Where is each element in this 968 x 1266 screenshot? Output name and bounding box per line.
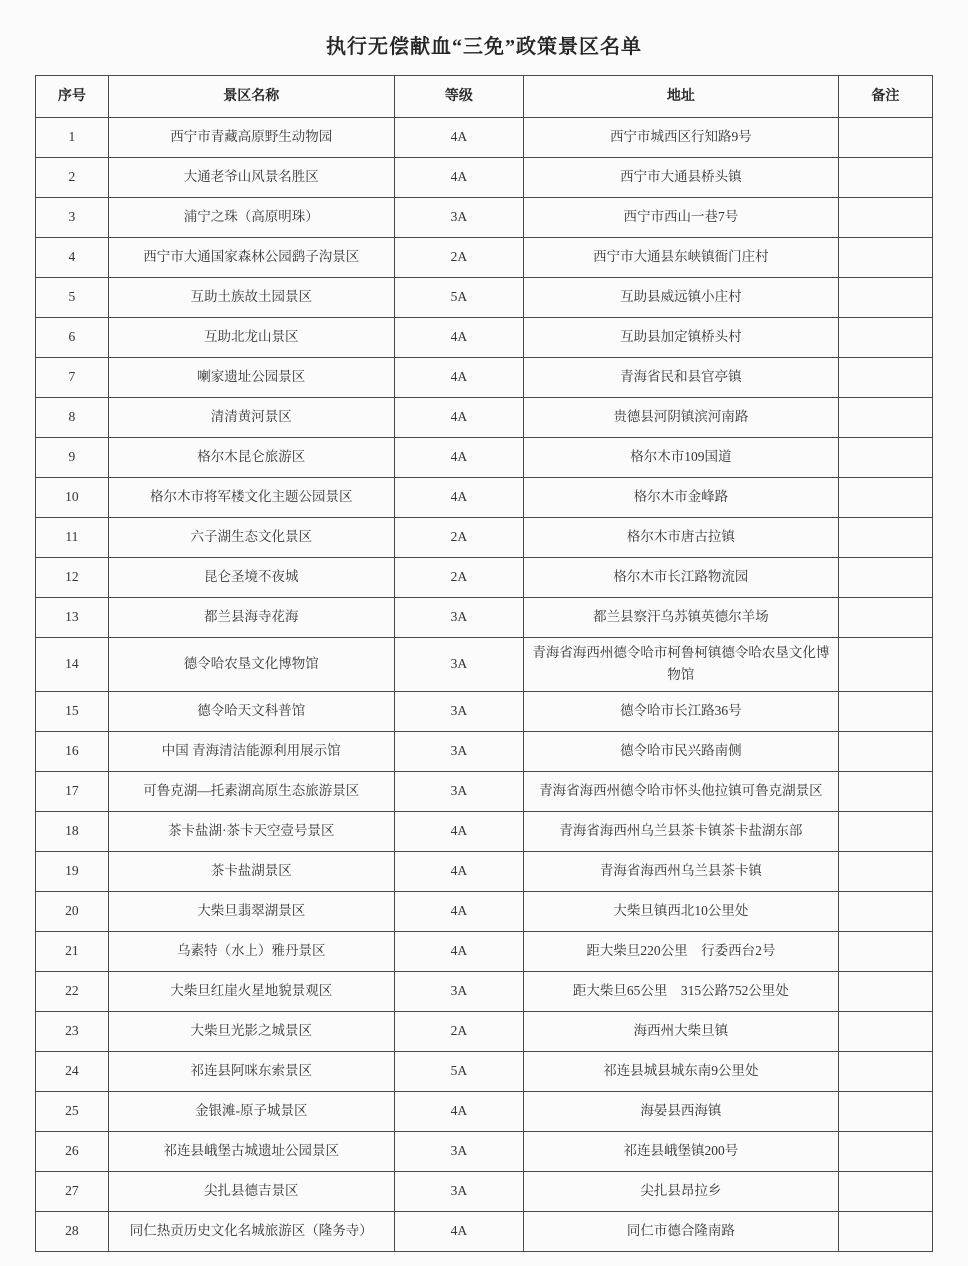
cell-no: 3: [36, 198, 109, 238]
cell-remark: [838, 118, 932, 158]
cell-remark: [838, 691, 932, 731]
cell-name: 大柴旦光影之城景区: [108, 1011, 394, 1051]
table-row: [36, 1051, 933, 1091]
cell-remark: [838, 278, 932, 318]
cell-no: 17: [36, 771, 109, 811]
cell-address: 青海省海西州乌兰县茶卡镇茶卡盐湖东部: [523, 811, 838, 851]
cell-no: 9: [36, 438, 109, 478]
cell-grade: 4A: [394, 438, 523, 478]
cell-grade: 2A: [394, 558, 523, 598]
cell-address: 格尔木市金峰路: [523, 478, 838, 518]
cell-remark: [838, 398, 932, 438]
header-cell-remark: 备注: [838, 76, 932, 118]
cell-name: 格尔木市将军楼文化主题公园景区: [108, 478, 394, 518]
cell-no: 13: [36, 598, 109, 638]
cell-name: 尖扎县德吉景区: [108, 1171, 394, 1211]
table-header-row: [36, 76, 933, 118]
cell-no: 16: [36, 731, 109, 771]
cell-address: 西宁市城西区行知路9号: [523, 118, 838, 158]
cell-remark: [838, 238, 932, 278]
cell-grade: 2A: [394, 518, 523, 558]
cell-grade: 4A: [394, 118, 523, 158]
cell-name: 金银滩-原子城景区: [108, 1091, 394, 1131]
table-row: [36, 1011, 933, 1051]
cell-address: 海西州大柴旦镇: [523, 1011, 838, 1051]
cell-remark: [838, 358, 932, 398]
cell-no: 19: [36, 851, 109, 891]
cell-name: 清清黄河景区: [108, 398, 394, 438]
cell-no: 27: [36, 1171, 109, 1211]
cell-remark: [838, 478, 932, 518]
table-row: [36, 158, 933, 198]
cell-no: 20: [36, 891, 109, 931]
table-row: [36, 518, 933, 558]
table-row: [36, 1171, 933, 1211]
cell-name: 浦宁之珠（高原明珠）: [108, 198, 394, 238]
cell-remark: [838, 1011, 932, 1051]
cell-grade: 5A: [394, 278, 523, 318]
page-title: 执行无偿献血“三免”政策景区名单: [326, 36, 642, 58]
table-row: [36, 358, 933, 398]
cell-grade: 4A: [394, 1211, 523, 1251]
cell-no: 21: [36, 931, 109, 971]
cell-address: 格尔木市唐古拉镇: [523, 518, 838, 558]
cell-grade: 4A: [394, 318, 523, 358]
table-row: [36, 811, 933, 851]
cell-address: 大柴旦镇西北10公里处: [523, 891, 838, 931]
table-body: [36, 118, 933, 1252]
cell-address: 格尔木市109国道: [523, 438, 838, 478]
cell-name: 大通老爷山风景名胜区: [108, 158, 394, 198]
cell-address: 尖扎县昂拉乡: [523, 1171, 838, 1211]
cell-name: 昆仑圣境不夜城: [108, 558, 394, 598]
table-header: [36, 76, 933, 118]
table-row: [36, 691, 933, 731]
cell-no: 14: [36, 638, 109, 692]
table-row: [36, 238, 933, 278]
cell-no: 26: [36, 1131, 109, 1171]
cell-grade: 4A: [394, 158, 523, 198]
cell-no: 22: [36, 971, 109, 1011]
table-row: [36, 438, 933, 478]
table-row: [36, 851, 933, 891]
cell-grade: 4A: [394, 358, 523, 398]
cell-no: 25: [36, 1091, 109, 1131]
cell-name: 茶卡盐湖景区: [108, 851, 394, 891]
header-cell-address: 地址: [523, 76, 838, 118]
table-row: [36, 771, 933, 811]
cell-address: 德令哈市民兴路南侧: [523, 731, 838, 771]
cell-name: 祁连县峨堡古城遗址公园景区: [108, 1131, 394, 1171]
cell-address: 西宁市大通县东峡镇衙门庄村: [523, 238, 838, 278]
cell-grade: 3A: [394, 971, 523, 1011]
cell-address: 西宁市西山一巷7号: [523, 198, 838, 238]
cell-no: 24: [36, 1051, 109, 1091]
cell-remark: [838, 931, 932, 971]
cell-address: 互助县威远镇小庄村: [523, 278, 838, 318]
cell-address: 海晏县西海镇: [523, 1091, 838, 1131]
cell-name: 茶卡盐湖·茶卡天空壹号景区: [108, 811, 394, 851]
cell-grade: 2A: [394, 1011, 523, 1051]
cell-remark: [838, 971, 932, 1011]
cell-no: 1: [36, 118, 109, 158]
cell-no: 11: [36, 518, 109, 558]
cell-name: 格尔木昆仑旅游区: [108, 438, 394, 478]
table-row: [36, 118, 933, 158]
cell-name: 西宁市青藏高原野生动物园: [108, 118, 394, 158]
cell-name: 乌素特（水上）雅丹景区: [108, 931, 394, 971]
cell-remark: [838, 731, 932, 771]
cell-remark: [838, 318, 932, 358]
cell-grade: 4A: [394, 478, 523, 518]
cell-grade: 4A: [394, 851, 523, 891]
cell-name: 祁连县阿咪东索景区: [108, 1051, 394, 1091]
cell-no: 7: [36, 358, 109, 398]
cell-remark: [838, 438, 932, 478]
cell-name: 西宁市大通国家森林公园鹞子沟景区: [108, 238, 394, 278]
cell-remark: [838, 1131, 932, 1171]
table-row: [36, 598, 933, 638]
cell-name: 大柴旦红崖火星地貌景观区: [108, 971, 394, 1011]
cell-address: 青海省海西州德令哈市怀头他拉镇可鲁克湖景区: [523, 771, 838, 811]
cell-no: 6: [36, 318, 109, 358]
cell-remark: [838, 638, 932, 692]
cell-name: 中国 青海清洁能源利用展示馆: [108, 731, 394, 771]
cell-grade: 4A: [394, 398, 523, 438]
table-row: [36, 1211, 933, 1251]
table-row: [36, 198, 933, 238]
cell-grade: 4A: [394, 931, 523, 971]
header-cell-no: 序号: [36, 76, 109, 118]
cell-grade: 3A: [394, 1171, 523, 1211]
table-row: [36, 558, 933, 598]
cell-remark: [838, 558, 932, 598]
table-row: [36, 731, 933, 771]
cell-remark: [838, 198, 932, 238]
cell-name: 德令哈天文科普馆: [108, 691, 394, 731]
header-cell-name: 景区名称: [108, 76, 394, 118]
cell-no: 4: [36, 238, 109, 278]
cell-grade: 4A: [394, 891, 523, 931]
table-row: [36, 638, 933, 692]
table-row: [36, 931, 933, 971]
cell-address: 西宁市大通县桥头镇: [523, 158, 838, 198]
cell-address: 青海省民和县官亭镇: [523, 358, 838, 398]
cell-grade: 3A: [394, 731, 523, 771]
cell-name: 德令哈农垦文化博物馆: [108, 638, 394, 692]
cell-name: 同仁热贡历史文化名城旅游区（隆务寺）: [108, 1211, 394, 1251]
table-row: [36, 318, 933, 358]
cell-remark: [838, 1091, 932, 1131]
cell-address: 距大柴旦65公里 315公路752公里处: [523, 971, 838, 1011]
cell-remark: [838, 598, 932, 638]
cell-address: 距大柴旦220公里 行委西台2号: [523, 931, 838, 971]
table-row: [36, 891, 933, 931]
cell-remark: [838, 1051, 932, 1091]
cell-no: 12: [36, 558, 109, 598]
cell-remark: [838, 1211, 932, 1251]
cell-no: 15: [36, 691, 109, 731]
cell-name: 喇家遗址公园景区: [108, 358, 394, 398]
cell-no: 28: [36, 1211, 109, 1251]
cell-remark: [838, 771, 932, 811]
cell-grade: 2A: [394, 238, 523, 278]
cell-name: 六子湖生态文化景区: [108, 518, 394, 558]
cell-name: 都兰县海寺花海: [108, 598, 394, 638]
cell-address: 都兰县察汗乌苏镇英德尔羊场: [523, 598, 838, 638]
cell-grade: 3A: [394, 198, 523, 238]
header-cell-grade: 等级: [394, 76, 523, 118]
cell-remark: [838, 1171, 932, 1211]
cell-name: 互助北龙山景区: [108, 318, 394, 358]
cell-remark: [838, 811, 932, 851]
scenic-area-table: [35, 75, 933, 1252]
cell-name: 大柴旦翡翠湖景区: [108, 891, 394, 931]
cell-address: 同仁市德合隆南路: [523, 1211, 838, 1251]
cell-address: 祁连县峨堡镇200号: [523, 1131, 838, 1171]
cell-grade: 4A: [394, 1091, 523, 1131]
table-row: [36, 971, 933, 1011]
cell-address: 祁连县城县城东南9公里处: [523, 1051, 838, 1091]
cell-grade: 4A: [394, 811, 523, 851]
cell-no: 23: [36, 1011, 109, 1051]
cell-address: 贵德县河阴镇滨河南路: [523, 398, 838, 438]
cell-remark: [838, 891, 932, 931]
cell-no: 18: [36, 811, 109, 851]
cell-no: 8: [36, 398, 109, 438]
cell-grade: 3A: [394, 638, 523, 692]
cell-remark: [838, 851, 932, 891]
cell-no: 2: [36, 158, 109, 198]
table-row: [36, 478, 933, 518]
table-row: [36, 1091, 933, 1131]
cell-no: 5: [36, 278, 109, 318]
cell-grade: 3A: [394, 691, 523, 731]
cell-remark: [838, 518, 932, 558]
cell-name: 互助土族故土园景区: [108, 278, 394, 318]
cell-grade: 3A: [394, 598, 523, 638]
cell-address: 青海省海西州德令哈市柯鲁柯镇德令哈农垦文化博物馆: [523, 638, 838, 692]
table-row: [36, 278, 933, 318]
cell-remark: [838, 158, 932, 198]
cell-grade: 5A: [394, 1051, 523, 1091]
cell-address: 青海省海西州乌兰县茶卡镇: [523, 851, 838, 891]
table-row: [36, 1131, 933, 1171]
cell-name: 可鲁克湖—托素湖高原生态旅游景区: [108, 771, 394, 811]
table-row: [36, 398, 933, 438]
cell-address: 格尔木市长江路物流园: [523, 558, 838, 598]
cell-address: 德令哈市长江路36号: [523, 691, 838, 731]
cell-grade: 3A: [394, 771, 523, 811]
cell-grade: 3A: [394, 1131, 523, 1171]
cell-address: 互助县加定镇桥头村: [523, 318, 838, 358]
cell-no: 10: [36, 478, 109, 518]
